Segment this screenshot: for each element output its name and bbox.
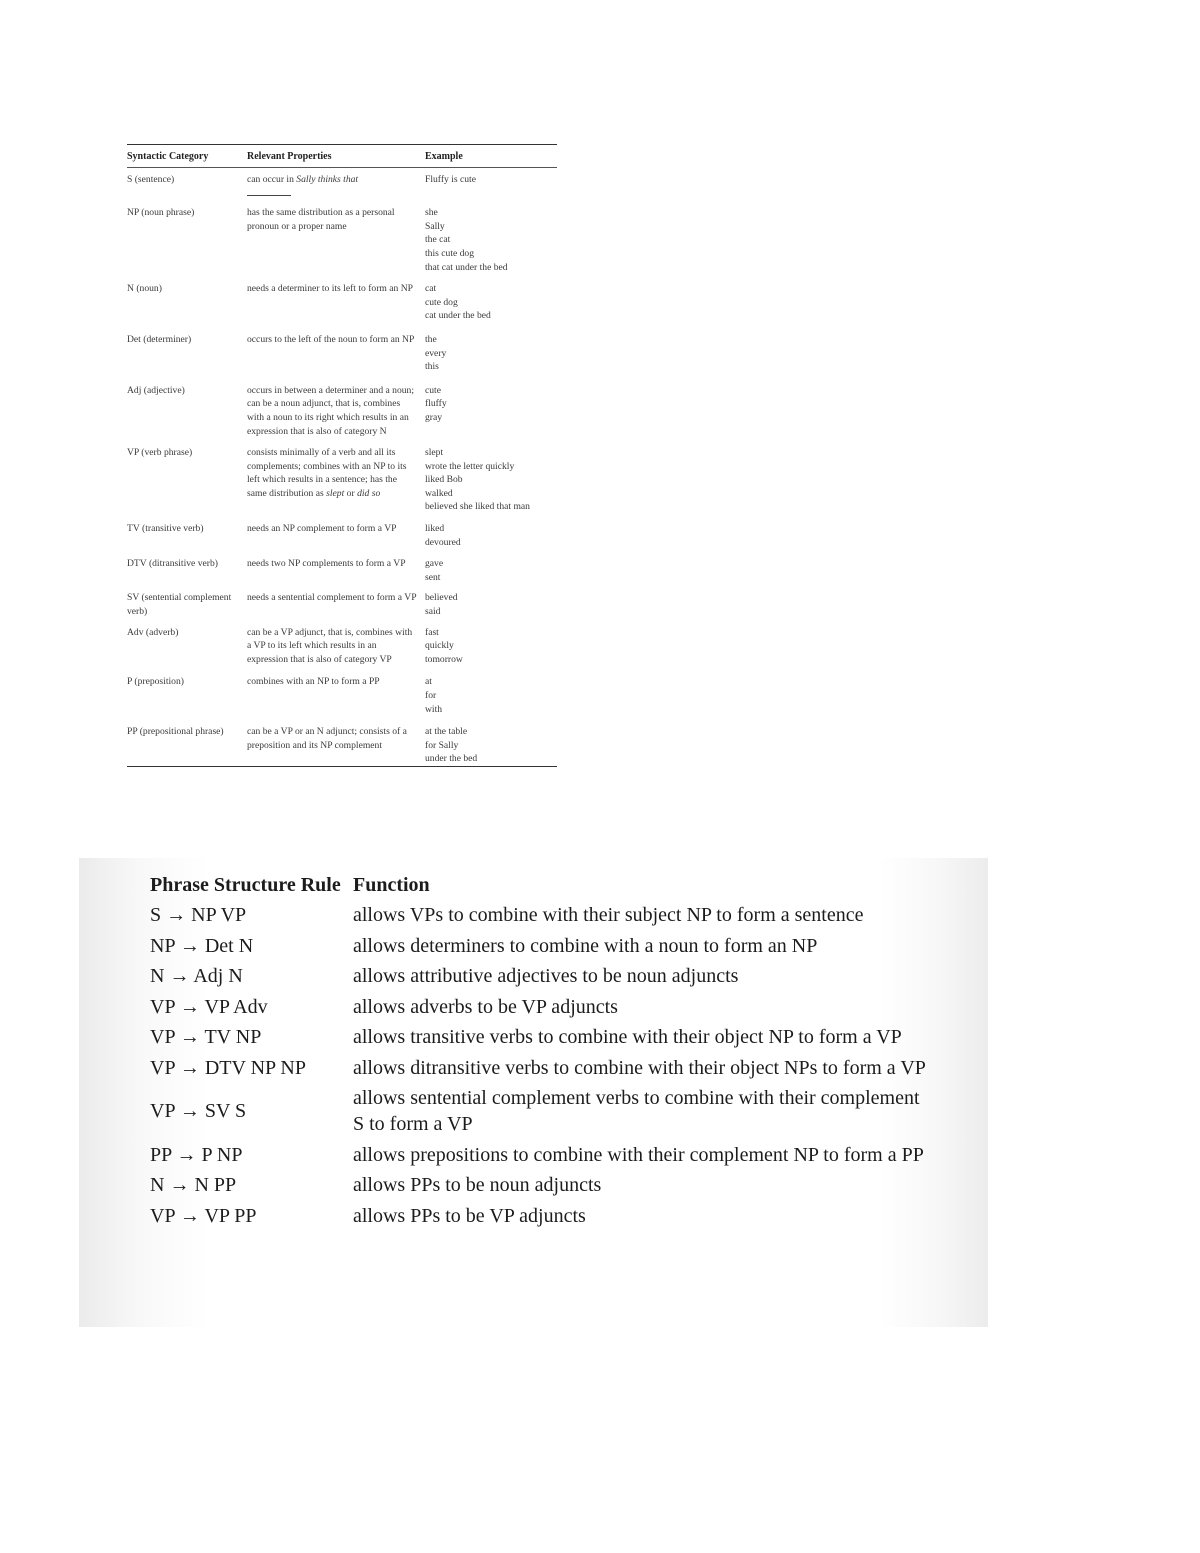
example-text: cat	[425, 283, 437, 295]
rule-text: N → N PP	[150, 1174, 237, 1196]
category-name: Adj (adjective)	[127, 384, 185, 396]
category-row	[127, 557, 557, 591]
rule-text: PP → P NP	[150, 1143, 243, 1166]
category-name: N (noun)	[127, 283, 162, 295]
example-text: every	[425, 347, 447, 359]
category-row	[127, 333, 557, 384]
rule-function: allows PPs to be VP adjuncts	[353, 1204, 586, 1227]
example-text: with	[425, 703, 443, 715]
example-text: fluffy	[425, 398, 447, 410]
example-text: Sally	[425, 220, 445, 232]
example-text: under the bed	[425, 753, 478, 765]
rule-text: VP → SV S	[150, 1100, 247, 1122]
example-text: she	[425, 207, 438, 219]
category-name: Adv (adverb)	[127, 626, 179, 638]
property-text: or	[344, 487, 358, 499]
property-text: can be a VP or an N adjunct; consists of a preposition and its NP complement	[247, 726, 407, 751]
rule-function: allows attributive adjectives to be noun adjuncts	[353, 965, 739, 987]
category-row	[127, 522, 557, 557]
category-properties	[247, 591, 425, 625]
rule-function: allows adverbs to be VP adjuncts	[353, 995, 618, 1018]
rules-table-header-row	[150, 872, 928, 902]
category-properties	[247, 675, 425, 725]
rule-function: allows prepositions to combine with their complement NP to form a PP	[353, 1143, 924, 1166]
example-text: tomorrow	[425, 653, 463, 665]
rule-row	[150, 933, 928, 964]
rule-text: N → Adj N	[150, 965, 243, 987]
property-text: combines with an NP to form a PP	[247, 676, 380, 688]
category-examples	[425, 675, 557, 725]
rule-function: allows transitive verbs to combine with their object NP to form a VP	[353, 1026, 902, 1048]
category-properties	[247, 167, 425, 206]
category-name: S (sentence)	[127, 173, 175, 185]
category-examples	[425, 591, 557, 625]
example-text: believed	[425, 592, 458, 604]
property-text: needs a sentential complement to form a VP	[247, 592, 417, 604]
syntactic-category-table-figure	[127, 144, 557, 767]
category-properties	[247, 282, 425, 333]
example-text: this cute dog	[425, 247, 475, 259]
rule-row	[150, 1085, 928, 1142]
rule-text: VP → DTV NP NP	[150, 1056, 306, 1079]
header-example: Example	[425, 145, 557, 167]
category-row	[127, 384, 557, 446]
category-examples	[425, 557, 557, 591]
property-text: Sally thinks that	[296, 173, 359, 185]
property-text: can be a VP adjunct, that is, combines with a VP to its left which results in an expression that is also of category VP	[247, 626, 413, 665]
property-text: occurs to the left of the noun to form an NP	[247, 333, 415, 345]
category-row	[127, 626, 557, 676]
example-text: the cat	[425, 234, 451, 246]
rule-row	[150, 963, 928, 994]
rule-row	[150, 1172, 928, 1203]
example-text: at	[425, 676, 432, 688]
rule-row	[150, 1024, 928, 1055]
category-properties	[247, 725, 425, 766]
category-row	[127, 167, 557, 206]
category-properties	[247, 384, 425, 446]
category-examples	[425, 333, 557, 384]
property-text: needs two NP complements to form a VP	[247, 558, 406, 570]
rule-function: allows determiners to combine with a noun to form an NP	[353, 934, 818, 957]
rule-text: VP → VP Adv	[150, 995, 268, 1018]
category-row	[127, 206, 557, 282]
example-text: gave	[425, 558, 444, 570]
category-examples	[425, 384, 557, 446]
example-text: said	[425, 606, 441, 618]
header-function: Function	[353, 874, 430, 896]
category-name: SV (sentential complement verb)	[127, 592, 232, 618]
example-text: for Sally	[425, 739, 459, 751]
category-row	[127, 725, 557, 766]
rule-row	[150, 994, 928, 1025]
category-name: PP (prepositional phrase)	[127, 726, 224, 738]
property-text: has the same distribution as a personal pronoun or a proper name	[247, 207, 395, 232]
example-text: fast	[425, 626, 439, 638]
example-text: that cat under the bed	[425, 261, 508, 273]
category-properties	[247, 522, 425, 557]
category-row	[127, 675, 557, 725]
rule-row	[150, 902, 928, 933]
rule-text: S → NP VP	[150, 904, 247, 926]
category-row	[127, 446, 557, 522]
rule-function: allows VPs to combine with their subject NP to form a sentence	[353, 904, 864, 926]
rule-row	[150, 1203, 928, 1234]
category-properties	[247, 626, 425, 676]
category-name: P (preposition)	[127, 676, 184, 688]
rule-row	[150, 1142, 928, 1173]
example-text: the	[425, 333, 437, 345]
category-properties	[247, 333, 425, 384]
example-text: wrote the letter quickly	[425, 460, 515, 472]
category-examples	[425, 206, 557, 282]
category-row	[127, 282, 557, 333]
category-examples	[425, 522, 557, 557]
rules-table-body	[150, 902, 928, 1233]
category-examples	[425, 725, 557, 766]
header-syntactic-category: Syntactic Category	[127, 145, 247, 167]
rule-text: VP → TV NP	[150, 1026, 262, 1048]
example-text: cute	[425, 384, 441, 396]
example-text: walked	[425, 487, 453, 499]
property-text: did so	[357, 487, 381, 499]
category-name: TV (transitive verb)	[127, 523, 204, 535]
blank-line	[247, 186, 291, 196]
category-examples	[425, 626, 557, 676]
rule-row	[150, 1055, 928, 1086]
example-text: liked Bob	[425, 474, 463, 486]
example-text: cat under the bed	[425, 310, 491, 322]
rule-function: allows ditransitive verbs to combine with their object NPs to form a VP	[353, 1056, 926, 1079]
example-text: liked	[425, 523, 445, 535]
example-text: this	[425, 361, 439, 373]
syntactic-category-table	[127, 145, 557, 766]
rule-function: allows PPs to be noun adjuncts	[353, 1174, 602, 1196]
property-text: occurs in between a determiner and a noun; can be a noun adjunct, that is, combines with a noun to its right which results in an expression that is also of category N	[247, 384, 415, 437]
property-text: consists minimally of a verb and all its complements; combines with an NP to its left which results in a sentence; has the same distribution as	[247, 447, 407, 499]
category-properties	[247, 206, 425, 282]
example-text: Fluffy is cute	[425, 173, 476, 185]
property-text: can occur in	[247, 173, 297, 185]
property-text: needs a determiner to its left to form an NP	[247, 283, 413, 295]
example-text: cute dog	[425, 296, 458, 308]
example-text: quickly	[425, 640, 454, 652]
example-text: for	[425, 690, 437, 701]
category-name: NP (noun phrase)	[127, 207, 195, 219]
phrase-structure-rules-table	[150, 872, 928, 1233]
category-table-header-row	[127, 145, 557, 167]
example-text: gray	[425, 411, 443, 423]
example-text: devoured	[425, 536, 461, 548]
example-text: believed she liked that man	[425, 501, 530, 513]
category-table-body	[127, 167, 557, 766]
header-phrase-structure-rule: Phrase Structure Rule	[150, 874, 341, 896]
property-text: needs an NP complement to form a VP	[247, 523, 397, 535]
category-row	[127, 591, 557, 625]
category-examples	[425, 446, 557, 522]
category-name: Det (determiner)	[127, 333, 192, 345]
example-text: at the table	[425, 726, 468, 738]
example-text: sent	[425, 571, 441, 583]
category-name: VP (verb phrase)	[127, 447, 193, 459]
property-text: slept	[326, 487, 345, 499]
category-name: DTV (ditransitive verb)	[127, 558, 218, 570]
example-text: slept	[425, 447, 444, 459]
rule-text: VP → VP PP	[150, 1204, 257, 1227]
rule-function: allows sentential complement verbs to combine with their complement S to form a VP	[353, 1087, 920, 1135]
category-properties	[247, 557, 425, 591]
rule-text: NP → Det N	[150, 934, 254, 957]
header-relevant-properties: Relevant Properties	[247, 145, 425, 167]
phrase-structure-rules-panel	[79, 858, 988, 1327]
category-properties	[247, 446, 425, 522]
category-examples	[425, 167, 557, 206]
category-examples	[425, 282, 557, 333]
